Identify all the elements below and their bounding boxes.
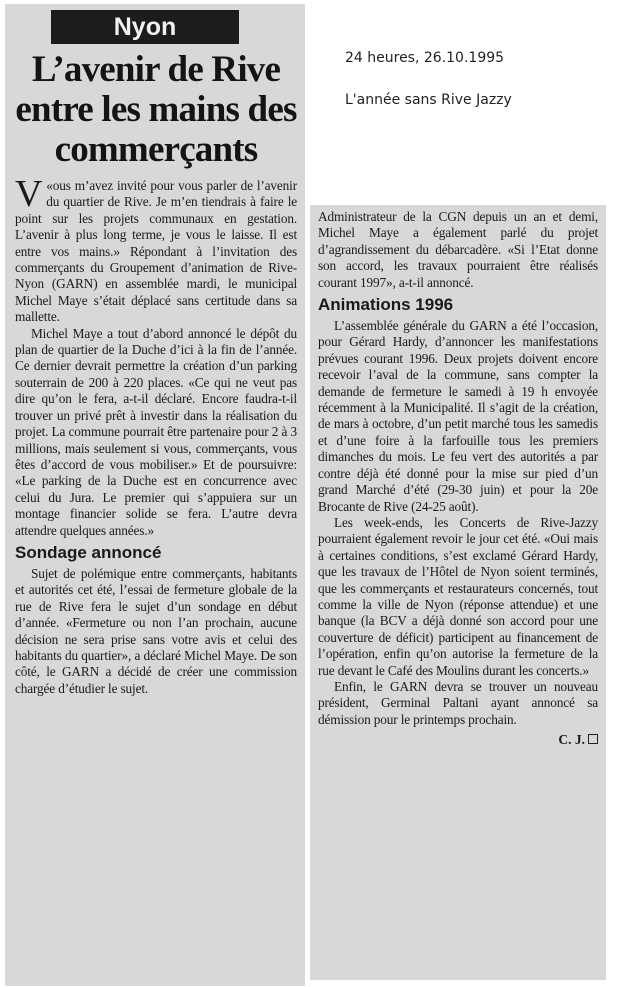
- end-square-icon: [588, 734, 598, 744]
- paragraph-parking: Michel Maye a tout d’abord annoncé le dépôt du plan de quartier de la Duche d’ici à la fin de l’année. Ce dernier devrait permettre la création d’un parking souterrain de 200 à 220 places. «Ce qui ne veut pas dire qu’on le fera, a-t-il déclaré. Encore faudra-t-il trouver un privé prêt à investir dans la réalisation du projet. La commune pourrait être partenaire pour 2 à 3 millions, mais seulement si vous, commerçants, vous êtes d’accord de vous mobiliser.» Et de poursuivre: «Le parking de la Duche est en concurrence avec celui du Jura. Le premier qui s’appuiera sur un montage financier solide se fera. L’autre devra attendre quelques années.»: [15, 325, 297, 538]
- paragraph-sondage: Sujet de polémique entre commerçants, habitants et autorités cet été, l’essai de fermeture globale de la rue de Rive fera le sujet d’un sondage en début d’année. «Fermeture ou non l’an prochain, aucune décision ne sera prise sans votre avis et celui des habitants du quartier», a déclaré Michel Maye. De son côté, le GARN a décidé de créer une commission chargée d’étudier le sujet.: [15, 565, 297, 696]
- paragraph-concerts: Les week-ends, les Concerts de Rive-Jazzy pourraient également revoir le jour cet été. «Oui mais à certaines conditions, s’est exclamé Gérard Hardy, que les travaux de l’Hôtel de Nyon soient terminés, que les commerçants et restaurateurs concernés, tout comme la ville de Nyon (réponse attendue) et une banque (la BCV a déjà donné son accord pour une couverture de déficit) participent au financement de l’opération, enfin qu’on autorise la fermeture de la rue devant le Café des Moulins durant les concerts.»: [318, 514, 598, 678]
- lead-open-quote: «: [46, 178, 53, 193]
- caption-title: L'année sans Rive Jazzy: [345, 92, 512, 108]
- article-clipping-right-column: [310, 205, 606, 980]
- section-kicker: Nyon: [51, 10, 239, 44]
- signature-initials: C. J.: [558, 732, 585, 748]
- article-clipping-left-column: [5, 4, 305, 986]
- subhead-animations: Animations 1996: [318, 295, 454, 315]
- drop-cap: V: [15, 173, 43, 215]
- subhead-sondage: Sondage annoncé: [15, 542, 162, 562]
- lead-text: ous m’avez invité pour vous parler de l’avenir du quartier de Rive. Je m’en tiendrais à faire le point sur les projets communaux en gestation. L’avenir à plus long terme, je vous le laisse. Il est entre vos mains.» Répondant à l’invitation des commerçants du Groupement d’animation de Rive-Nyon (GARN) en assemblée mardi, le municipal Michel Maye s’était déplacé sans certitude dans sa mallette.: [15, 178, 297, 325]
- caption-date: 24 heures, 26.10.1995: [345, 50, 505, 66]
- lead-paragraph: [15, 173, 297, 326]
- author-signature: [318, 732, 598, 748]
- paragraph-president: Enfin, le GARN devra se trouver un nouveau président, Germinal Paltani ayant annoncé sa démission pour le printemps prochain.: [318, 678, 598, 727]
- paragraph-cgn: Administrateur de la CGN depuis un an et demi, Michel Maye a également parlé du projet d’agrandissement du débarcadère. «Si l’Etat donne son accord, les travaux pourraient être réalisés courant 1997», a-t-il annoncé.: [318, 209, 598, 290]
- paragraph-animations: L’assemblée générale du GARN a été l’occasion, pour Gérard Hardy, d’annoncer les manifestations prévues courant 1996. Deux projets doivent encore recevoir l’aval de la commune, sans compter la demande de fermeture le samedi à 19 h envoyée récemment à la Municipalité. Il s’agit de la création, de mars à octobre, d’un petit marché tous les samedis et d’une foire à la farfouille tous les premiers dimanches du mois. Le feu vert des autorités a par contre déjà été donné pour la mise sur pied d’un grand Marché d’été (29-30 juin) et pour la 20e Brocante de Rive (24-25 août).: [318, 318, 598, 514]
- article-headline: L’avenir de Rive entre les mains des commerçants: [15, 49, 297, 170]
